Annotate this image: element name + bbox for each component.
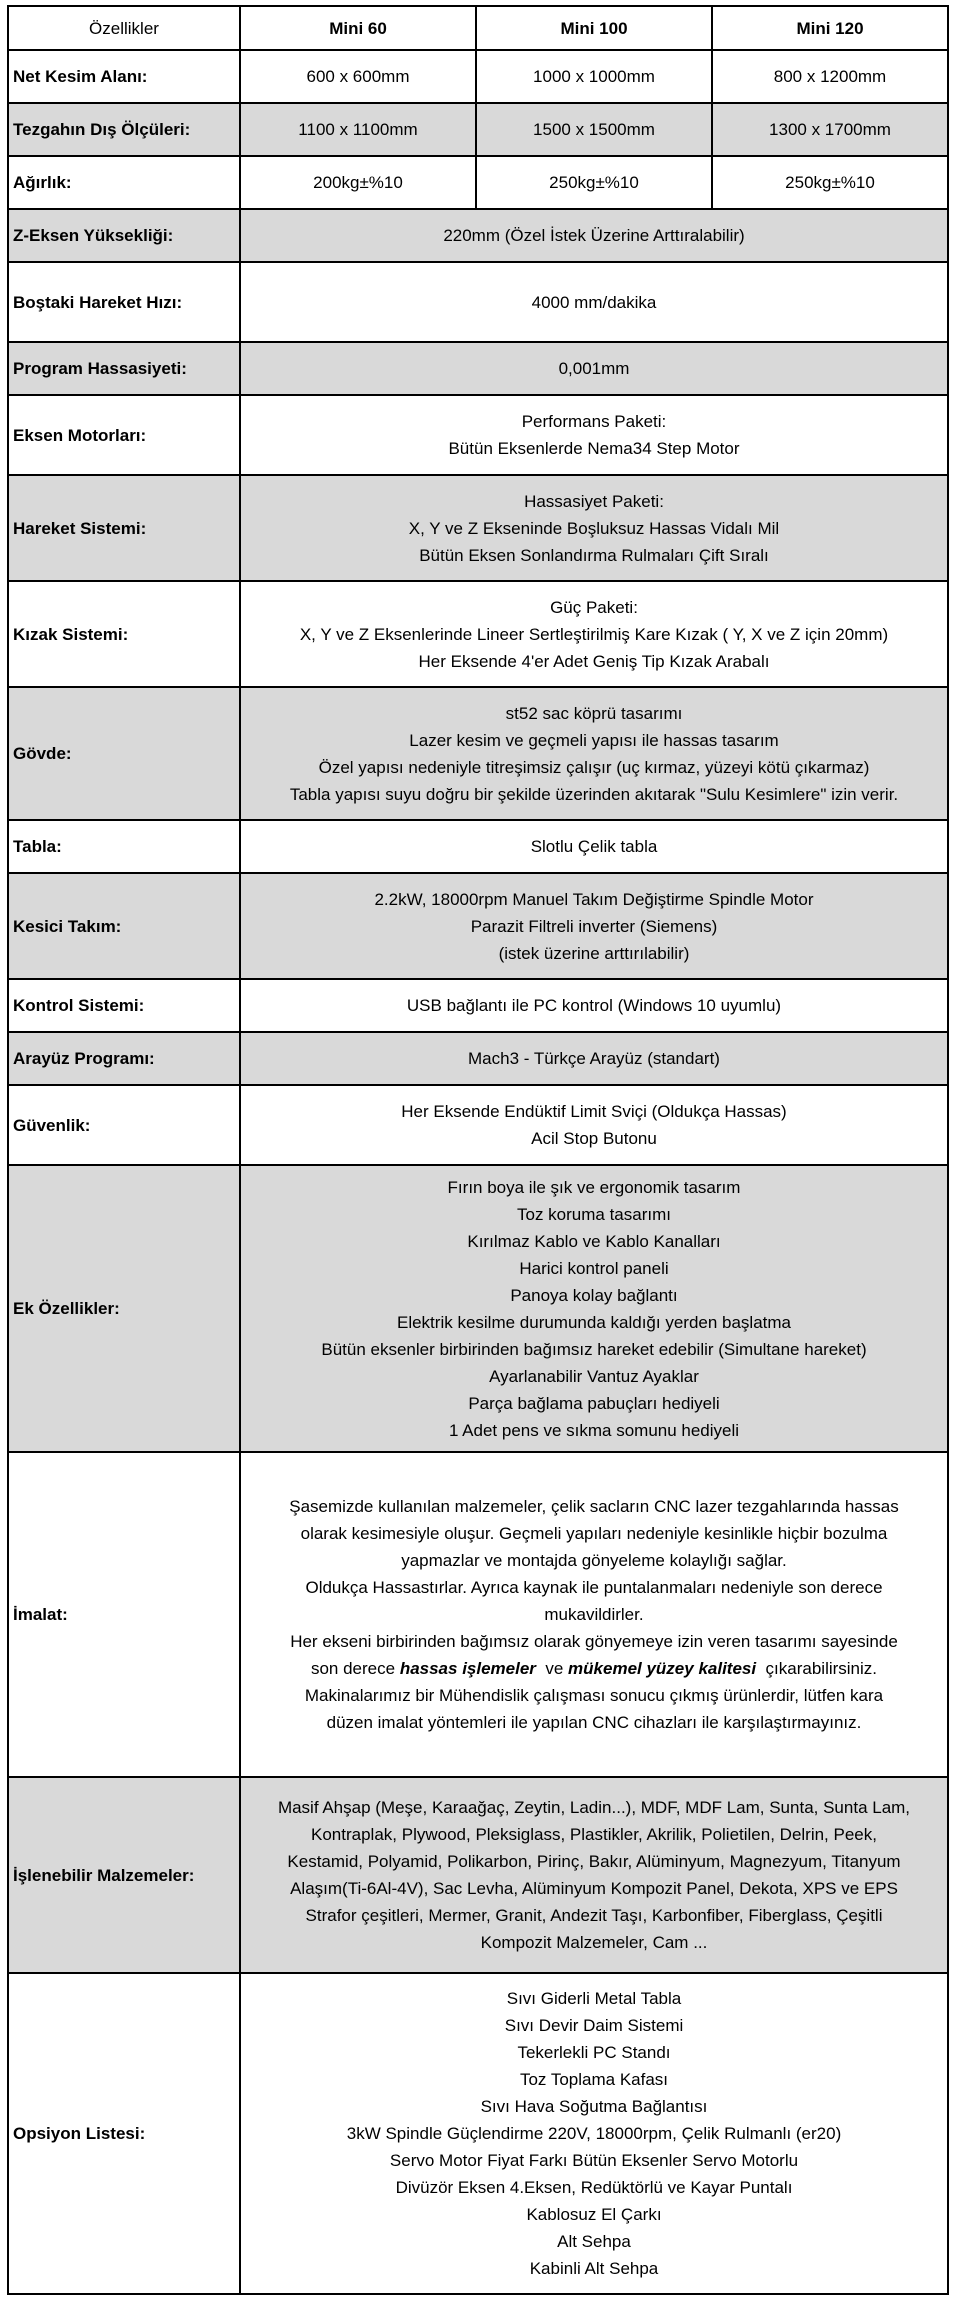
row-label: Boştaki Hareket Hızı: [8, 262, 240, 342]
row-value: 4000 mm/dakika [240, 262, 948, 342]
row-value [240, 581, 948, 687]
value-line: Sıvı Hava Soğutma Bağlantısı [480, 2097, 708, 2116]
value-line: X, Y ve Z Eksenlerinde Lineer Sertleştirilmiş Kare Kızak ( Y, X ve Z için 20mm) [299, 624, 889, 644]
value-mini-100: 1500 x 1500mm [476, 103, 712, 156]
row-label: Ağırlık: [8, 156, 240, 209]
row-label: Tabla: [8, 820, 240, 873]
value-line: Kestamid, Polyamid, Polikarbon, Pirinç, Bakır, Alüminyum, Magnezyum, Titanyum [287, 1852, 901, 1871]
row-value: USB bağlantı ile PC kontrol (Windows 10 uyumlu) [240, 979, 948, 1032]
row-value [240, 395, 948, 475]
row-arayuz [8, 1032, 948, 1085]
row-value: Mach3 - Türkçe Arayüz (standart) [240, 1032, 948, 1085]
value-mini-60: 200kg±%10 [240, 156, 476, 209]
row-label: İmalat: [8, 1452, 240, 1777]
row-govde [8, 687, 948, 820]
value-line: Performans Paketi: [521, 412, 667, 431]
value-line: Kontraplak, Plywood, Pleksiglass, Plastikler, Akrilik, Polietilen, Delrin, Peek, [311, 1825, 877, 1844]
mixed-suffix: çıkarabilirsiniz. [756, 1659, 878, 1678]
value-line: düzen imalat yöntemleri ile yapılan CNC cihazları ile karşılaştırmayınız. [326, 1713, 862, 1732]
value-line: Her Eksende 4'er Adet Geniş Tip Kızak Arabalı [418, 651, 770, 671]
row-agirlik [8, 156, 948, 209]
row-value [240, 475, 948, 581]
row-value [240, 1452, 948, 1777]
value-line: Kompozit Malzemeler, Cam ... [480, 1933, 708, 1952]
value-line: Acil Stop Butonu [531, 1129, 657, 1148]
row-label: Kızak Sistemi: [8, 581, 240, 687]
value-line: Parazit Filtreli inverter (Siemens) [470, 916, 718, 936]
value-mini-60: 600 x 600mm [240, 50, 476, 103]
value-line: Harici kontrol paneli [519, 1258, 669, 1278]
row-label: Z-Eksen Yüksekliği: [8, 209, 240, 262]
row-label: Program Hassasiyeti: [8, 342, 240, 395]
value-line: Lazer kesim ve geçmeli yapısı ile hassas tasarım [409, 730, 779, 750]
header-row [8, 6, 948, 50]
value-line: Her Eksende Endüktif Limit Sviçi (Oldukça Hassas) [401, 1102, 787, 1121]
value-line: Makinalarımız bir Mühendislik çalışması sonucu çıkmış ürünlerdir, lütfen kara [304, 1686, 884, 1705]
row-value [240, 1085, 948, 1165]
mixed-mid: ve [535, 1659, 569, 1678]
row-value: Slotlu Çelik tabla [240, 820, 948, 873]
spec-table [7, 5, 949, 2295]
value-line: Servo Motor Fiyat Farkı Bütün Eksenler Servo Motorlu [389, 2151, 799, 2170]
value-line: Bütün eksenler birbirinden bağımsız hareket edebilir (Simultane hareket) [321, 1339, 867, 1359]
value-line: 2.2kW, 18000rpm Manuel Takım Değiştirme Spindle Motor [374, 889, 814, 909]
value-line: Kırılmaz Kablo ve Kablo Kanalları [467, 1231, 721, 1251]
value-line: Hassasiyet Paketi: [524, 491, 664, 511]
model-mini-60: Mini 60 [240, 6, 476, 50]
value-line: Sıvı Devir Daim Sistemi [504, 2016, 684, 2035]
value-mini-60: 1100 x 1100mm [240, 103, 476, 156]
row-value [240, 1973, 948, 2294]
value-line: Tabla yapısı suyu doğru bir şekilde üzerinden akıtarak "Sulu Kesimlere" izin verir. [289, 784, 899, 804]
row-kizak [8, 581, 948, 687]
row-hareket [8, 475, 948, 581]
value-mini-120: 250kg±%10 [712, 156, 948, 209]
row-label: Ek Özellikler: [8, 1165, 240, 1452]
value-line: Özel yapısı nedeniyle titreşimsiz çalışır (uç kırmaz, yüzeyi kötü çıkarmaz) [318, 757, 870, 777]
row-dis-olculer [8, 103, 948, 156]
row-bostaki [8, 262, 948, 342]
value-line-mixed [245, 1655, 943, 1682]
row-label: Net Kesim Alanı: [8, 50, 240, 103]
value-line: Alaşım(Ti-6Al-4V), Sac Levha, Alüminyum Kompozit Panel, Dekota, XPS ve EPS [290, 1879, 898, 1898]
row-label: Eksen Motorları: [8, 395, 240, 475]
value-line: Bütün Eksenlerde Nema34 Step Motor [448, 439, 740, 458]
value-mini-100: 250kg±%10 [476, 156, 712, 209]
row-value [240, 1165, 948, 1452]
value-line: (istek üzerine arttırılabilir) [498, 943, 690, 963]
row-ek-ozellikler [8, 1165, 948, 1452]
value-line: Şasemizde kullanılan malzemeler, çelik sacların CNC lazer tezgahlarında hassas [289, 1497, 899, 1516]
value-line: st52 sac köprü tasarımı [505, 703, 683, 723]
row-label: Kesici Takım: [8, 873, 240, 979]
value-line: Divüzör Eksen 4.Eksen, Redüktörlü ve Kayar Puntalı [395, 2178, 793, 2197]
value-line: mukavildirler. [544, 1605, 644, 1624]
value-line: Oldukça Hassastırlar. Ayrıca kaynak ile puntalanmaları nedeniyle son derece [305, 1578, 883, 1597]
row-label: Arayüz Programı: [8, 1032, 240, 1085]
value-line: Toz koruma tasarımı [517, 1204, 671, 1224]
row-value [240, 873, 948, 979]
row-net-kesim [8, 50, 948, 103]
row-z-eksen [8, 209, 948, 262]
row-value [240, 1777, 948, 1973]
value-line: Strafor çeşitleri, Mermer, Granit, Andezit Taşı, Karbonfiber, Fiberglass, Çeşitli [305, 1906, 883, 1925]
value-mini-120: 1300 x 1700mm [712, 103, 948, 156]
row-opsiyon [8, 1973, 948, 2294]
value-mini-120: 800 x 1200mm [712, 50, 948, 103]
row-label: Güvenlik: [8, 1085, 240, 1165]
value-line: Bütün Eksen Sonlandırma Rulmaları Çift Sıralı [419, 545, 769, 565]
row-value: 0,001mm [240, 342, 948, 395]
row-tabla [8, 820, 948, 873]
row-label: Gövde: [8, 687, 240, 820]
value-line: Sıvı Giderli Metal Tabla [506, 1989, 682, 2008]
value-line: Her ekseni birbirinden bağımsız olarak gönyemeye izin veren tasarımı sayesinde [290, 1632, 898, 1651]
value-line: Ayarlanabilir Vantuz Ayaklar [489, 1366, 699, 1386]
value-line: Alt Sehpa [557, 2232, 631, 2251]
row-value [240, 687, 948, 820]
value-line: Fırın boya ile şık ve ergonomik tasarım [447, 1177, 741, 1197]
value-line: Güç Paketi: [550, 597, 638, 617]
value-line: X, Y ve Z Ekseninde Boşluksuz Hassas Vidalı Mil [408, 518, 780, 538]
value-line: Panoya kolay bağlantı [510, 1285, 678, 1305]
value-line: 1 Adet pens ve sıkma somunu hediyeli [448, 1420, 740, 1440]
value-line: Parça bağlama pabuçları hediyeli [468, 1393, 720, 1413]
row-imalat [8, 1452, 948, 1777]
value-line: Toz Toplama Kafası [519, 2070, 669, 2089]
emphasis-hassas: hassas işlemeler [399, 1659, 536, 1678]
mixed-prefix: son derece [310, 1659, 400, 1678]
value-line: Elektrik kesilme durumunda kaldığı yerden başlatma [396, 1312, 792, 1332]
row-hassasiyet [8, 342, 948, 395]
row-malzemeler [8, 1777, 948, 1973]
header-label: Özellikler [8, 6, 240, 50]
row-value: 220mm (Özel İstek Üzerine Arttıralabilir) [240, 209, 948, 262]
row-label: Hareket Sistemi: [8, 475, 240, 581]
row-guvenlik [8, 1085, 948, 1165]
value-mini-100: 1000 x 1000mm [476, 50, 712, 103]
value-line: olarak kesimesiyle oluşur. Geçmeli yapıları nedeniyle kesinlikle hiçbir bozulma [300, 1524, 888, 1543]
value-line: 3kW Spindle Güçlendirme 220V, 18000rpm, Çelik Rulmanlı (er20) [346, 2124, 842, 2143]
row-label: Tezgahın Dış Ölçüleri: [8, 103, 240, 156]
row-label: İşlenebilir Malzemeler: [8, 1777, 240, 1973]
value-line: Tekerlekli PC Standı [517, 2043, 671, 2062]
model-mini-100: Mini 100 [476, 6, 712, 50]
row-label: Opsiyon Listesi: [8, 1973, 240, 2294]
value-line: yapmazlar ve montajda gönyeleme kolaylığı sağlar. [401, 1551, 787, 1570]
emphasis-yuzey: mükemel yüzey kalitesi [568, 1659, 757, 1678]
value-line: Kabinli Alt Sehpa [529, 2259, 659, 2278]
value-line: Kablosuz El Çarkı [526, 2205, 662, 2224]
row-kontrol [8, 979, 948, 1032]
model-mini-120: Mini 120 [712, 6, 948, 50]
row-label: Kontrol Sistemi: [8, 979, 240, 1032]
row-motorlar [8, 395, 948, 475]
value-line: Masif Ahşap (Meşe, Karaağaç, Zeytin, Ladin...), MDF, MDF Lam, Sunta, Sunta Lam, [277, 1798, 911, 1817]
row-kesici [8, 873, 948, 979]
